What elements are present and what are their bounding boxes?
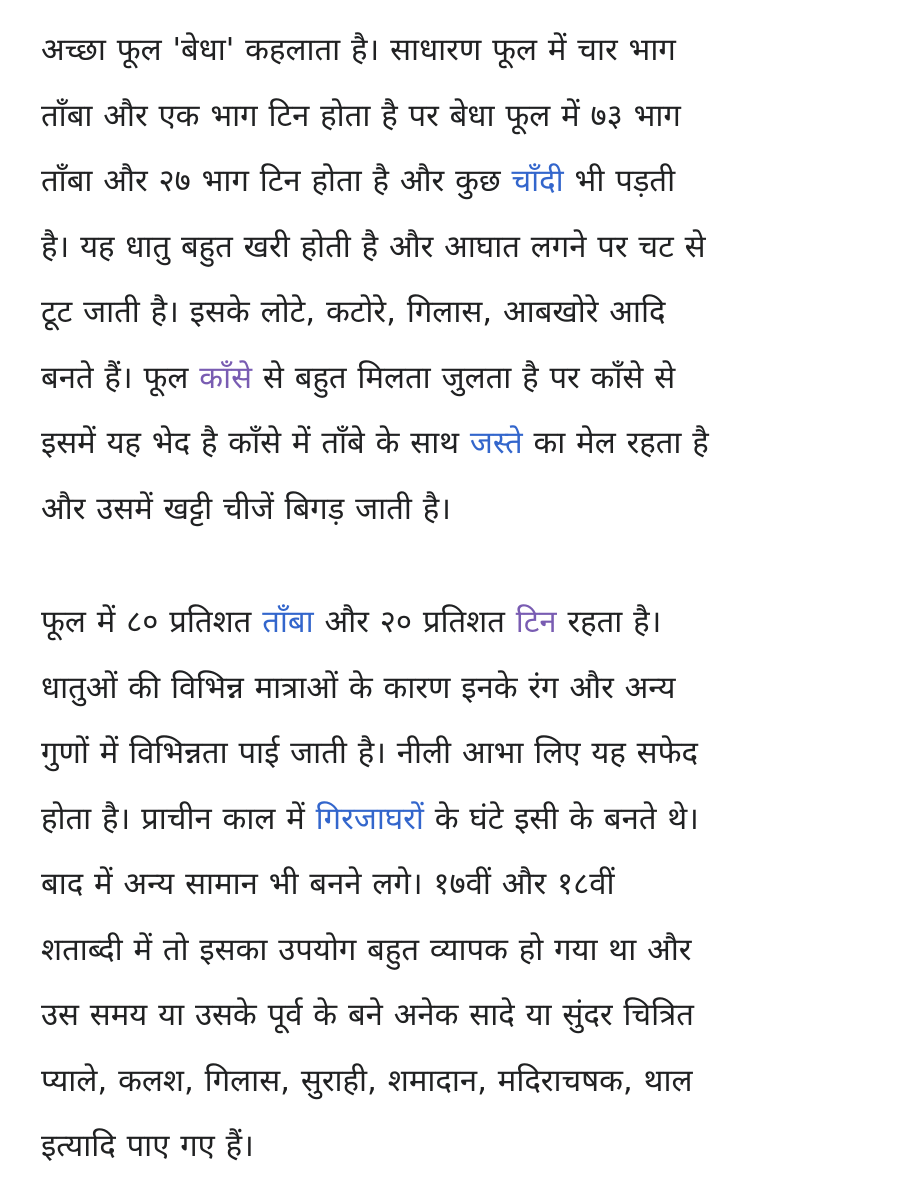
text-run: प्याले, कलश, गिलास, सुराही, शमादान, मदिराचषक, थाल — [41, 1062, 693, 1099]
text-line — [41, 721, 860, 787]
inline-link-1[interactable]: काँसे — [199, 359, 253, 396]
text-run: इत्यादि पाए गए हैं। — [41, 1128, 254, 1164]
text-run: के घंटे इसी के बनते थे। — [423, 800, 699, 837]
inline-link-5[interactable]: गिरजाघरों — [315, 800, 424, 837]
paragraph — [41, 590, 860, 1180]
text-line — [41, 918, 860, 984]
text-line — [41, 411, 860, 477]
inline-link-0[interactable]: चाँदी — [511, 163, 564, 199]
text-line — [41, 346, 860, 412]
inline-link-3[interactable]: ताँबा — [262, 604, 314, 640]
text-run: और उसमें खट्टी चीजें बिगड़ जाती है। — [41, 490, 451, 527]
text-run: ताँबा और २७ भाग टिन होता है और कुछ — [41, 163, 512, 199]
text-run: रहता है। — [556, 604, 662, 640]
text-run: अच्छा फूल 'बेधा' कहलाता है। साधारण फूल में चार भाग — [41, 32, 676, 68]
text-run: होता है। प्राचीन काल में — [41, 800, 316, 837]
text-run: है। यह धातु बहुत खरी होती है और आघात लगने पर चट से — [41, 228, 706, 265]
text-line — [41, 1049, 860, 1115]
text-line — [41, 215, 860, 281]
text-run: शताब्दी में तो इसका उपयोग बहुत व्यापक हो गया था और — [41, 931, 692, 968]
text-run: टूट जाती है। इसके लोटे, कटोरे, गिलास, आबखोरे आदि — [41, 294, 666, 330]
text-run: ताँबा और एक भाग टिन होता है पर बेधा फूल में ७३ भाग — [41, 97, 681, 134]
text-line — [41, 84, 860, 150]
text-run: बाद में अन्य सामान भी बनने लगे। १७वीं और १८वीं — [41, 866, 615, 902]
text-line — [41, 852, 860, 918]
text-run: गुणों में विभिन्नता पाई जाती है। नीली आभा लिए यह सफेद — [41, 735, 698, 771]
text-line — [41, 280, 860, 346]
text-run: उस समय या उसके पूर्व के बने अनेक सादे या सुंदर चित्रित — [41, 997, 694, 1033]
inline-link-2[interactable]: जस्ते — [469, 425, 523, 461]
text-run: बनते हैं। फूल — [41, 359, 200, 396]
text-line — [41, 787, 860, 853]
text-run: का मेल रहता है — [522, 425, 709, 461]
text-line — [41, 18, 860, 84]
inline-link-4[interactable]: टिन — [515, 604, 557, 640]
text-line — [41, 983, 860, 1049]
text-run: से बहुत मिलता जुलता है पर काँसे से — [252, 359, 676, 396]
text-line — [41, 590, 860, 656]
text-run: धातुओं की विभिन्न मात्राओं के कारण इनके रंग और अन्य — [41, 669, 676, 706]
text-run: और २० प्रतिशत — [313, 604, 516, 640]
text-run: इसमें यह भेद है काँसे में ताँबे के साथ — [41, 425, 470, 461]
text-run: फूल में ८० प्रतिशत — [41, 604, 263, 640]
text-run: भी पड़ती — [563, 163, 676, 199]
text-line — [41, 149, 860, 215]
paragraph — [41, 18, 860, 542]
text-line — [41, 656, 860, 722]
text-line — [41, 1114, 860, 1180]
text-line — [41, 477, 860, 543]
